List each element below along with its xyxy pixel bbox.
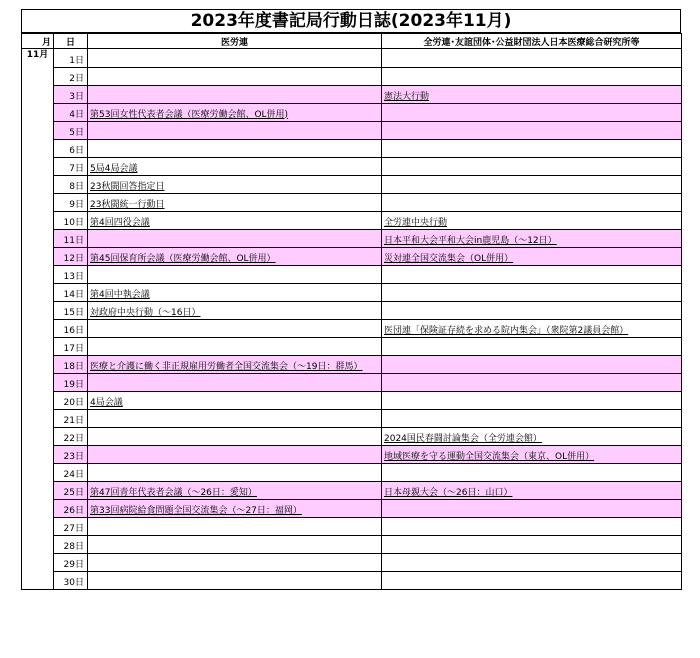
partner-event-cell — [382, 355, 682, 373]
partner-event-cell: 災対連全国交流集会（OL併用） — [382, 247, 682, 265]
page-title: 2023年度書記局行動日誌(2023年11月) — [21, 9, 681, 33]
iroren-event-cell: 4局会議 — [88, 391, 382, 409]
iroren-event-cell: 第4回四役会議 — [88, 211, 382, 229]
month-cell — [22, 571, 54, 590]
month-cell — [22, 265, 54, 283]
table-row — [22, 571, 682, 590]
iroren-event-cell — [88, 49, 382, 68]
day-cell: 5日 — [54, 121, 88, 139]
iroren-event-cell — [88, 319, 382, 337]
iroren-event-cell — [88, 139, 382, 157]
table-row — [22, 373, 682, 391]
month-cell — [22, 211, 54, 229]
table-row — [22, 499, 682, 517]
partner-event-cell: 日本平和大会平和大会in鹿児島（～12日） — [382, 229, 682, 247]
day-cell: 28日 — [54, 535, 88, 553]
month-cell — [22, 409, 54, 427]
iroren-event-cell — [88, 535, 382, 553]
partner-orgs-header: 全労連･友誼団体･公益財団法人日本医療総合研究所等 — [382, 34, 682, 49]
iroren-event-cell — [88, 517, 382, 535]
month-cell: 11月 — [22, 49, 54, 68]
month-cell — [22, 301, 54, 319]
month-cell — [22, 319, 54, 337]
month-header: 月 — [22, 34, 54, 49]
iroren-event-cell — [88, 85, 382, 103]
day-cell: 23日 — [54, 445, 88, 463]
partner-event-cell — [382, 49, 682, 68]
month-cell — [22, 499, 54, 517]
table-row — [22, 517, 682, 535]
table-row — [22, 193, 682, 211]
iroren-event-cell: 23秋闘回答指定日 — [88, 175, 382, 193]
partner-event-cell — [382, 517, 682, 535]
iroren-event-cell: 医療と介護に働く非正規雇用労働者全国交流集会（～19日：群馬） — [88, 355, 382, 373]
month-cell — [22, 535, 54, 553]
day-cell: 11日 — [54, 229, 88, 247]
day-cell: 22日 — [54, 427, 88, 445]
day-cell: 30日 — [54, 571, 88, 590]
header-row — [22, 34, 682, 49]
month-cell — [22, 373, 54, 391]
month-cell — [22, 517, 54, 535]
month-cell — [22, 103, 54, 121]
month-cell — [22, 463, 54, 481]
iroren-event-cell — [88, 445, 382, 463]
table-row — [22, 283, 682, 301]
day-cell: 2日 — [54, 67, 88, 85]
partner-event-cell: 全労連中央行動 — [382, 211, 682, 229]
day-cell: 16日 — [54, 319, 88, 337]
table-row — [22, 481, 682, 499]
table-row — [22, 67, 682, 85]
partner-event-cell — [382, 193, 682, 211]
partner-event-cell — [382, 535, 682, 553]
table-row — [22, 445, 682, 463]
partner-event-cell: 2024国民春闘討論集会（全労連会館） — [382, 427, 682, 445]
day-cell: 18日 — [54, 355, 88, 373]
iroren-event-cell: 第53回女性代表者会議（医療労働会館、OL併用) — [88, 103, 382, 121]
day-cell: 6日 — [54, 139, 88, 157]
month-cell — [22, 427, 54, 445]
partner-event-cell — [382, 463, 682, 481]
table-row — [22, 553, 682, 571]
iroren-event-cell: 第33回病院給食問題全国交流集会（～27日：福岡） — [88, 499, 382, 517]
iroren-event-cell — [88, 229, 382, 247]
table-row — [22, 175, 682, 193]
partner-event-cell: 医団連「保険証存続を求める院内集会」（衆院第2議員会館） — [382, 319, 682, 337]
day-cell: 8日 — [54, 175, 88, 193]
table-row — [22, 391, 682, 409]
table-row — [22, 85, 682, 103]
partner-event-cell: 日本母親大会（～26日：山口） — [382, 481, 682, 499]
day-cell: 20日 — [54, 391, 88, 409]
table-row — [22, 463, 682, 481]
day-cell: 12日 — [54, 247, 88, 265]
day-cell: 25日 — [54, 481, 88, 499]
iroren-event-cell — [88, 409, 382, 427]
partner-event-cell — [382, 139, 682, 157]
iroren-header: 医労連 — [88, 34, 382, 49]
month-cell — [22, 229, 54, 247]
iroren-event-cell — [88, 121, 382, 139]
table-row — [22, 535, 682, 553]
partner-event-cell — [382, 391, 682, 409]
partner-event-cell — [382, 103, 682, 121]
partner-event-cell: 地域医療を守る運動全国交流集会（東京、OL併用） — [382, 445, 682, 463]
day-cell: 4日 — [54, 103, 88, 121]
table-row — [22, 247, 682, 265]
day-cell: 21日 — [54, 409, 88, 427]
partner-event-cell — [382, 121, 682, 139]
iroren-event-cell — [88, 337, 382, 355]
day-cell: 27日 — [54, 517, 88, 535]
table-row — [22, 229, 682, 247]
month-cell — [22, 121, 54, 139]
iroren-event-cell — [88, 571, 382, 590]
iroren-event-cell: 第45回保育所会議（医療労働会館、OL併用） — [88, 247, 382, 265]
iroren-event-cell: 第47回青年代表者会議（～26日：愛知） — [88, 481, 382, 499]
iroren-event-cell — [88, 463, 382, 481]
day-cell: 14日 — [54, 283, 88, 301]
table-row — [22, 103, 682, 121]
iroren-event-cell — [88, 427, 382, 445]
day-cell: 3日 — [54, 85, 88, 103]
day-cell: 13日 — [54, 265, 88, 283]
partner-event-cell — [382, 157, 682, 175]
day-header: 日 — [54, 34, 88, 49]
partner-event-cell — [382, 373, 682, 391]
day-cell: 26日 — [54, 499, 88, 517]
month-cell — [22, 85, 54, 103]
table-row — [22, 355, 682, 373]
month-cell — [22, 553, 54, 571]
month-cell — [22, 283, 54, 301]
iroren-event-cell: 対政府中央行動（～16日） — [88, 301, 382, 319]
month-cell — [22, 157, 54, 175]
table-row — [22, 139, 682, 157]
day-cell: 29日 — [54, 553, 88, 571]
day-cell: 15日 — [54, 301, 88, 319]
iroren-event-cell: 第4回中執会議 — [88, 283, 382, 301]
month-cell — [22, 355, 54, 373]
day-cell: 17日 — [54, 337, 88, 355]
month-cell — [22, 391, 54, 409]
day-cell: 24日 — [54, 463, 88, 481]
month-cell — [22, 193, 54, 211]
partner-event-cell — [382, 409, 682, 427]
iroren-event-cell — [88, 265, 382, 283]
partner-event-cell — [382, 301, 682, 319]
day-cell: 9日 — [54, 193, 88, 211]
month-cell — [22, 337, 54, 355]
day-cell: 1日 — [54, 49, 88, 68]
iroren-event-cell: 5局4局会議 — [88, 157, 382, 175]
partner-event-cell — [382, 265, 682, 283]
month-cell — [22, 481, 54, 499]
partner-event-cell — [382, 337, 682, 355]
iroren-event-cell — [88, 553, 382, 571]
month-cell — [22, 67, 54, 85]
day-cell: 19日 — [54, 373, 88, 391]
iroren-event-cell: 23秋闘統一行動日 — [88, 193, 382, 211]
iroren-event-cell — [88, 67, 382, 85]
table-row — [22, 265, 682, 283]
table-row — [22, 319, 682, 337]
table-row — [22, 157, 682, 175]
table-row — [22, 49, 682, 68]
table-row — [22, 337, 682, 355]
iroren-event-cell — [88, 373, 382, 391]
table-row — [22, 409, 682, 427]
month-cell — [22, 247, 54, 265]
partner-event-cell — [382, 499, 682, 517]
activity-log-sheet — [21, 9, 681, 590]
partner-event-cell — [382, 67, 682, 85]
table-row — [22, 121, 682, 139]
day-cell: 10日 — [54, 211, 88, 229]
day-cell: 7日 — [54, 157, 88, 175]
table-row — [22, 301, 682, 319]
table-row — [22, 211, 682, 229]
partner-event-cell: 憲法大行動 — [382, 85, 682, 103]
activity-log-table — [21, 33, 682, 590]
partner-event-cell — [382, 553, 682, 571]
month-cell — [22, 175, 54, 193]
partner-event-cell — [382, 571, 682, 590]
month-cell — [22, 445, 54, 463]
month-cell — [22, 139, 54, 157]
table-row — [22, 427, 682, 445]
partner-event-cell — [382, 283, 682, 301]
partner-event-cell — [382, 175, 682, 193]
